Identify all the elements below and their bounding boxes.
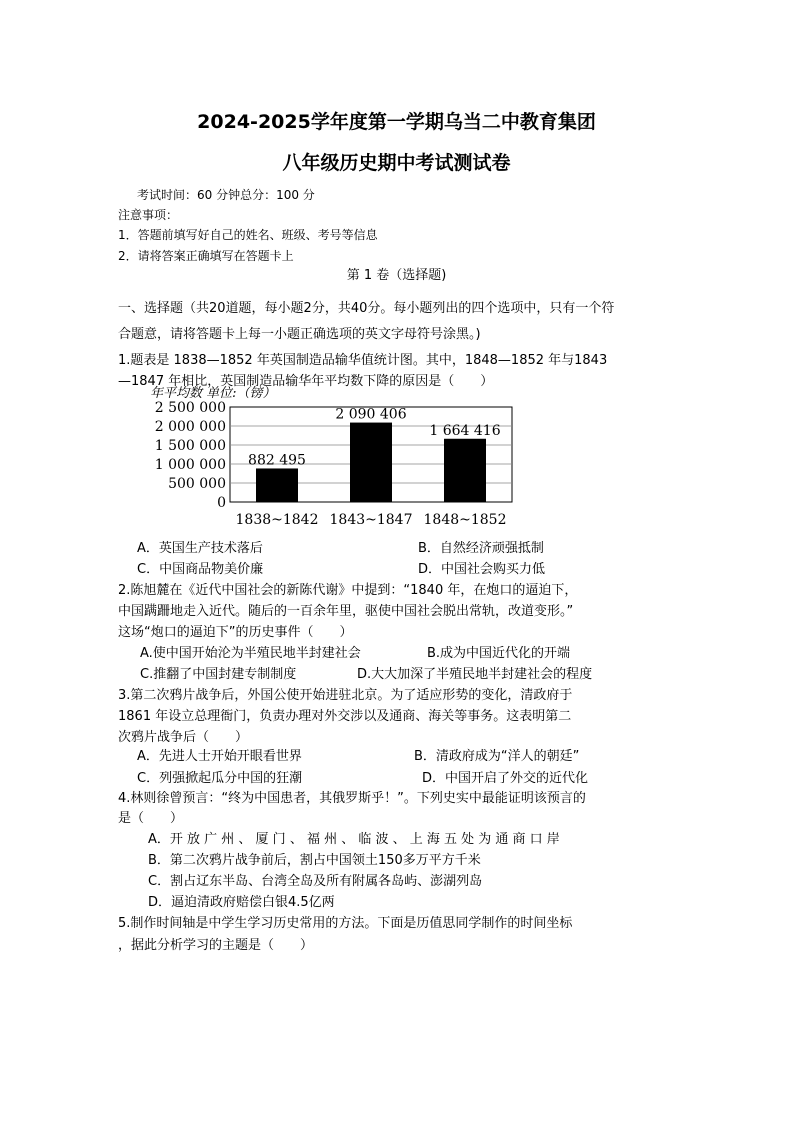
q1-option-d[interactable]: D．中国社会购买力低 bbox=[418, 562, 546, 577]
q1-option-c[interactable]: C．中国商品物美价廉 bbox=[137, 562, 264, 577]
chart-bar bbox=[444, 439, 486, 502]
q3-option-a[interactable]: A．先进人士开始开眼看世界 bbox=[137, 749, 302, 764]
chart-bar bbox=[256, 468, 298, 502]
chart-y-tick-label: 1 500 000 bbox=[154, 438, 226, 454]
q2-option-c[interactable]: C.推翻了中国封建专制制度 bbox=[140, 667, 297, 682]
chart-data-label: 1 664 416 bbox=[429, 422, 501, 439]
chart-y-tick-label: 0 bbox=[217, 495, 226, 511]
chart-x-ticks bbox=[236, 512, 507, 528]
q2-option-b[interactable]: B.成为中国近代化的开端 bbox=[427, 646, 571, 661]
chart-x-tick-label: 1848~1852 bbox=[423, 512, 507, 528]
chart-y-tick-label: 1 000 000 bbox=[154, 457, 226, 473]
q3-option-c[interactable]: C．列强掀起瓜分中国的狂潮 bbox=[137, 771, 303, 786]
q4-option-d[interactable]: D．逼迫清政府赔偿白银4.5亿两 bbox=[148, 895, 335, 910]
q3-option-d[interactable]: D．中国开启了外交的近代化 bbox=[422, 771, 589, 786]
chart-x-tick-label: 1843~1847 bbox=[329, 512, 413, 528]
q1-stem-line2: —1847 年相比，英国制造品输华年平均数下降的原因是（ ） bbox=[118, 374, 494, 389]
notice-item-1: 1．答题前填写好自己的姓名、班级、考号等信息 bbox=[118, 228, 378, 242]
q4-option-c[interactable]: C．割占辽东半岛、台湾全岛及所有附属各岛屿、澎湖列岛 bbox=[148, 874, 483, 889]
q1-option-a[interactable]: A．英国生产技术落后 bbox=[137, 541, 263, 556]
q3-stem-line3: 次鸦片战争后（ ） bbox=[118, 730, 249, 745]
notice-item-2: 2．请将答案正确填写在答题卡上 bbox=[118, 249, 294, 263]
chart-data-label: 2 090 406 bbox=[335, 406, 407, 423]
exam-title-line2: 八年级历史期中考试测试卷 bbox=[282, 152, 511, 174]
q1-bar-chart bbox=[150, 385, 550, 533]
chart-ylabel: 年平均数 单位:（镑） bbox=[150, 386, 276, 401]
section-intro-line1: 一、选择题（共20道题，每小题2分，共40分。每小题列出的四个选项中，只有一个符 bbox=[118, 301, 615, 316]
q4-stem-line2: 是（ ） bbox=[118, 811, 184, 826]
chart-y-tick-label: 500 000 bbox=[168, 476, 226, 492]
chart-x-tick-label: 1838~1842 bbox=[235, 512, 319, 528]
exam-title-line1: 2024-2025学年度第一学期乌当二中教育集团 bbox=[197, 111, 596, 133]
q3-stem-line1: 3.第二次鸦片战争后，外国公使开始进驻北京。为了适应形势的变化，清政府于 bbox=[118, 688, 573, 703]
q2-option-d[interactable]: D.大大加深了半殖民地半封建社会的程度 bbox=[357, 667, 593, 682]
q3-option-b[interactable]: B．清政府成为“洋人的朝廷” bbox=[414, 749, 580, 764]
q3-stem-line2: 1861 年设立总理衙门，负责办理对外交涉以及通商、海关等事务。这表明第二 bbox=[118, 709, 572, 724]
q1-option-b[interactable]: B．自然经济顽强抵制 bbox=[418, 541, 544, 556]
q4-stem-line1: 4.林则徐曾预言：“终为中国患者，其俄罗斯乎！”。下列史实中最能证明该预言的 bbox=[118, 791, 586, 806]
chart-y-ticks bbox=[155, 400, 226, 511]
q1-stem-line1: 1.题表是 1838—1852 年英国制造品输华值统计图。其中，1848—1852 年与1843 bbox=[118, 353, 608, 368]
q4-option-b[interactable]: B．第二次鸦片战争前后，割占中国领土150多万平方千米 bbox=[148, 853, 481, 868]
chart-y-tick-label: 2 000 000 bbox=[154, 419, 226, 435]
chart-bars bbox=[248, 407, 501, 502]
chart-bar bbox=[350, 423, 392, 502]
section-title: 第 1 卷（选择题) bbox=[346, 268, 447, 283]
q2-option-a[interactable]: A.使中国开始沦为半殖民地半封建社会 bbox=[140, 646, 361, 661]
q2-stem-line3: 这场“炮口的逼迫下”的历史事件（ ） bbox=[118, 625, 353, 640]
q2-stem-line1: 2.陈旭麓在《近代中国社会的新陈代谢》中提到：“1840 年，在炮口的逼迫下， bbox=[118, 583, 578, 598]
q4-option-a[interactable]: A．开 放 广 州 、 厦 门 、 福 州 、 临 波 、 上 海 五 处 为 通 商 口 岸 bbox=[148, 832, 560, 847]
notice-title: 注意事项： bbox=[118, 208, 179, 222]
q2-stem-line2: 中国蹒跚地走入近代。随后的一百余年里，驱使中国社会脱出常轨，改道变形。” bbox=[118, 604, 574, 619]
q5-stem-line1: 5.制作时间轴是中学生学习历史常用的方法。下面是历值思同学制作的时间坐标 bbox=[118, 916, 573, 931]
section-intro-line2: 合题意，请将答题卡上每一小题正确选项的英文字母符号涂黑。) bbox=[118, 327, 481, 342]
exam-time-info: 考试时间：60 分钟总分：100 分 bbox=[137, 188, 315, 202]
chart-data-label: 882 495 bbox=[248, 452, 306, 469]
q5-stem-line2: ，据此分析学习的主题是（ ） bbox=[118, 938, 314, 953]
chart-y-tick-label: 2 500 000 bbox=[154, 400, 226, 416]
